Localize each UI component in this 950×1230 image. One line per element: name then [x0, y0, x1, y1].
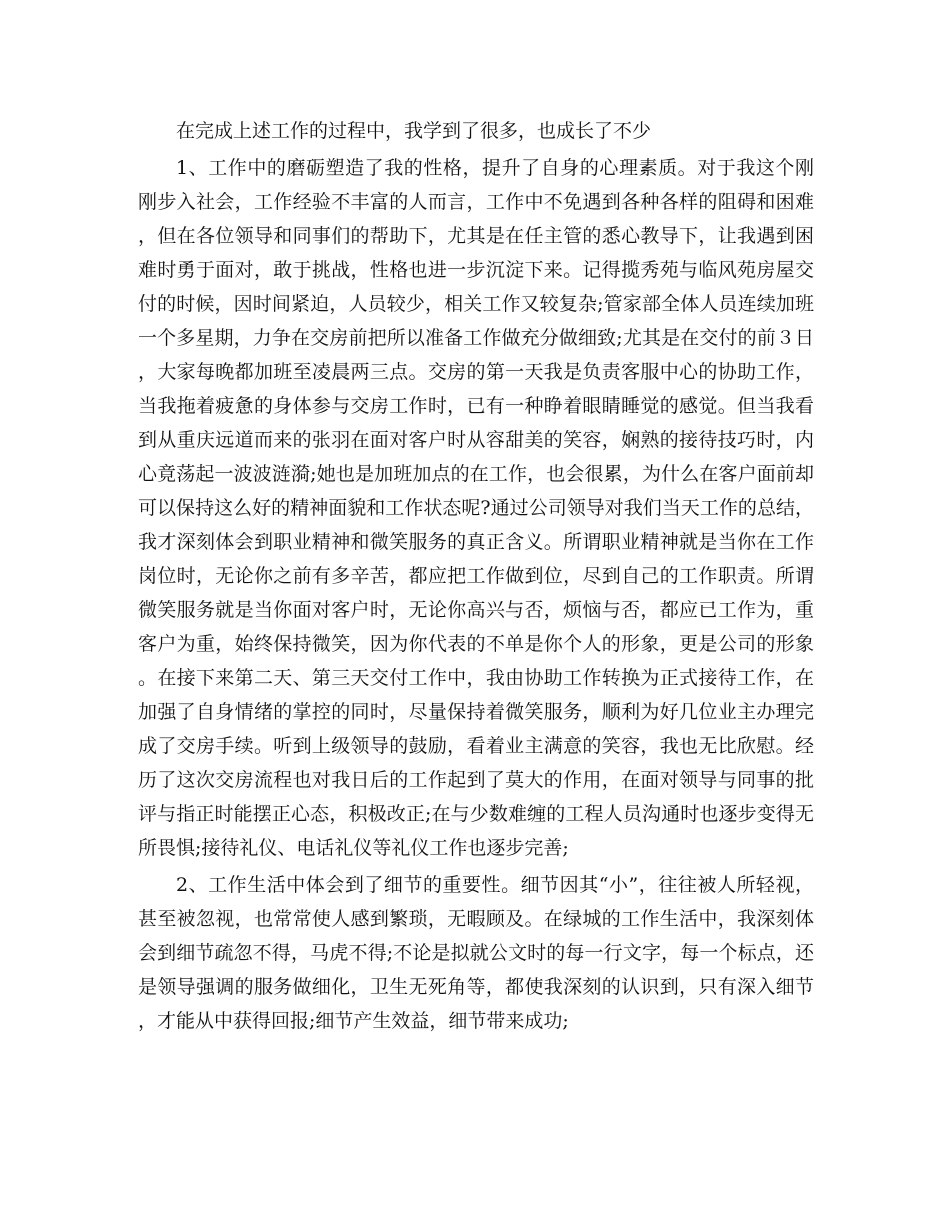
document-body: [138, 114, 814, 1041]
paragraph-point-1: 1、工作中的磨砺塑造了我的性格，提升了自身的心理素质。对于我这个刚刚步入社会，工作经验不丰富的人而言，工作中不免遇到各种各样的阻碍和困难，但在各位领导和同事们的帮助下，尤其是在任主管的悉心教导下，让我遇到困难时勇于面对，敢于挑战，性格也进一步沉淀下来。记得揽秀苑与临风苑房屋交付的时候，因时间紧迫，人员较少，相关工作又较复杂;管家部全体人员连续加班一个多星期，力争在交房前把所以准备工作做充分做细致;尤其是在交付的前３日，大家每晚都加班至凌晨两三点。交房的第一天我是负责客服中心的协助工作，当我拖着疲惫的身体参与交房工作时，已有一种睁着眼睛睡觉的感觉。但当我看到从重庆远道而来的张羽在面对客户时从容甜美的笑容，娴熟的接待技巧时，内心竟荡起一波波涟漪;她也是加班加点的在工作，也会很累，为什么在客户面前却可以保持这么好的精神面貌和工作状态呢?通过公司领导对我们当天工作的总结，我才深刻体会到职业精神和微笑服务的真正含义。所谓职业精神就是当你在工作岗位时，无论你之前有多辛苦，都应把工作做到位，尽到自己的工作职责。所谓微笑服务就是当你面对客户时，无论你高兴与否，烦恼与否，都应已工作为，重客户为重，始终保持微笑，因为你代表的不单是你个人的形象，更是公司的形象。在接下来第二天、第三天交付工作中，我由协助工作转换为正式接待工作，在加强了自身情绪的掌控的同时，尽量保持着微笑服务，顺利为好几位业主办理完成了交房手续。听到上级领导的鼓励，看着业主满意的笑容，我也无比欣慰。经历了这次交房流程也对我日后的工作起到了莫大的作用，在面对领导与同事的批评与指正时能摆正心态，积极改正;在与少数难缠的工程人员沟通时也逐步变得无所畏惧;接待礼仪、电话礼仪等礼仪工作也逐步完善;: [138, 157, 814, 859]
paragraph-intro: 在完成上述工作的过程中，我学到了很多，也成长了不少: [176, 120, 652, 142]
paragraph-point-2: 2、工作生活中体会到了细节的重要性。细节因其“小”，往往被人所轻视，甚至被忽视，也常常使人感到繁琐，无暇顾及。在绿城的工作生活中，我深刻体会到细节疏忽不得，马虎不得;不论是拟就公文时的每一行文字，每一个标点，还是领导强调的服务做细化，卫生无死角等，都使我深刻的认识到，只有深入细节，才能从中获得回报;细节产生效益，细节带来成功;: [138, 874, 814, 1032]
